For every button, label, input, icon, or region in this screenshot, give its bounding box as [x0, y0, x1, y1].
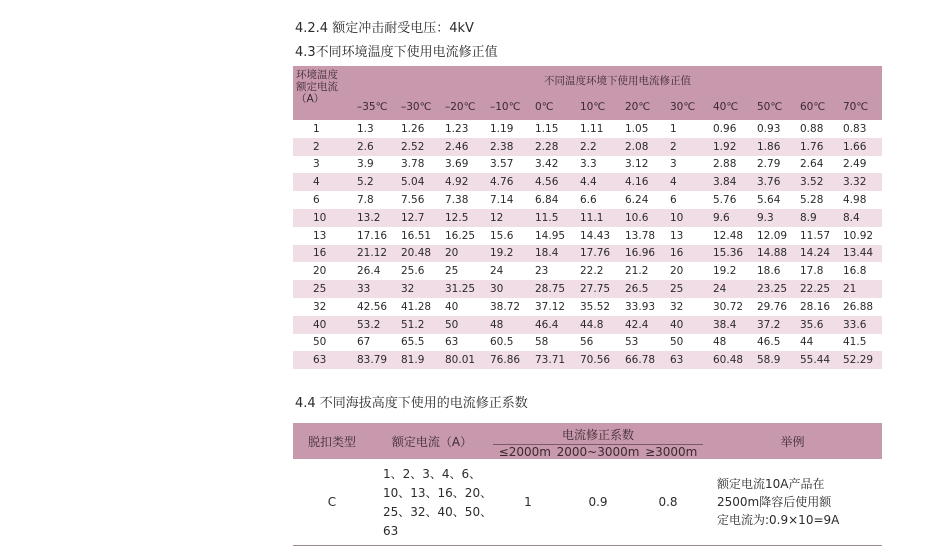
- corrected-current-cell: 3.69: [441, 156, 486, 174]
- current-line: 10、13、16、20、: [383, 486, 493, 500]
- corner-label-line: 额定电流: [296, 81, 338, 93]
- example-line: 额定电流10A产品在: [717, 477, 825, 491]
- corrected-current-cell: 16.96: [621, 245, 666, 263]
- corrected-current-cell: 10.6: [621, 209, 666, 227]
- corrected-current-cell: 41.5: [839, 334, 882, 352]
- corrected-current-cell: 5.2: [353, 173, 397, 191]
- corrected-current-cell: 3: [666, 156, 709, 174]
- corrected-current-cell: 67: [353, 334, 397, 352]
- corrected-current-cell: 14.88: [753, 245, 796, 263]
- temperature-column-header: 20℃: [621, 94, 666, 120]
- corrected-current-cell: 2.88: [709, 156, 753, 174]
- rated-current-cell: [371, 459, 493, 546]
- corrected-current-cell: 1.92: [709, 138, 753, 156]
- corrected-current-cell: 0.83: [839, 120, 882, 138]
- corrected-current-cell: 15.6: [486, 227, 531, 245]
- altitude-col-header: ≤2000m: [498, 444, 551, 459]
- example-line: 定电流为:0.9×10=9A: [717, 513, 840, 527]
- rated-current-cell: 3: [293, 156, 353, 174]
- corrected-current-cell: 5.64: [753, 191, 796, 209]
- corrected-current-cell: 3.76: [753, 173, 796, 191]
- corrected-current-cell: 7.14: [486, 191, 531, 209]
- corrected-current-cell: 10: [666, 209, 709, 227]
- corner-header: [293, 66, 353, 120]
- table-row: [293, 120, 882, 138]
- corrected-current-cell: 26.4: [353, 262, 397, 280]
- corrected-current-cell: 55.44: [796, 351, 839, 369]
- table-row: [293, 156, 882, 174]
- current-line: 63: [383, 524, 399, 538]
- corrected-current-cell: 48: [486, 316, 531, 334]
- corrected-current-cell: 33.93: [621, 298, 666, 316]
- corrected-current-cell: 3.84: [709, 173, 753, 191]
- corrected-current-cell: 1.26: [397, 120, 441, 138]
- temperature-column-header: 70℃: [839, 94, 882, 120]
- coefficients-cell: [493, 459, 703, 546]
- corrected-current-cell: 52.29: [839, 351, 882, 369]
- corrected-current-cell: 2.64: [796, 156, 839, 174]
- corrected-current-cell: 12.48: [709, 227, 753, 245]
- table-row: [293, 351, 882, 369]
- temperature-column-header: 40℃: [709, 94, 753, 120]
- corrected-current-cell: 18.4: [531, 245, 576, 263]
- corrected-current-cell: 13.78: [621, 227, 666, 245]
- corrected-current-cell: 29.76: [753, 298, 796, 316]
- table-row: [293, 298, 882, 316]
- corrected-current-cell: 50: [666, 334, 709, 352]
- corrected-current-cell: 17.76: [576, 245, 621, 263]
- corrected-current-cell: 5.76: [709, 191, 753, 209]
- corrected-current-cell: 11.1: [576, 209, 621, 227]
- rated-current-cell: 20: [293, 262, 353, 280]
- corrected-current-cell: 30: [486, 280, 531, 298]
- current-line: 1、2、3、4、6、: [383, 467, 482, 481]
- corrected-current-cell: 21: [839, 280, 882, 298]
- corrected-current-cell: 14.95: [531, 227, 576, 245]
- corrected-current-cell: 20: [666, 262, 709, 280]
- corrected-current-cell: 12.7: [397, 209, 441, 227]
- coefficient-value: 0.8: [658, 495, 678, 509]
- corrected-current-cell: 2.49: [839, 156, 882, 174]
- corrected-current-cell: 28.75: [531, 280, 576, 298]
- corrected-current-cell: 19.2: [486, 245, 531, 263]
- current-line: 25、32、40、50、: [383, 505, 493, 519]
- corrected-current-cell: 66.78: [621, 351, 666, 369]
- corrected-current-cell: 2.52: [397, 138, 441, 156]
- corrected-current-cell: 8.9: [796, 209, 839, 227]
- corrected-current-cell: 44: [796, 334, 839, 352]
- coefficient-value: 1: [524, 495, 532, 509]
- temperature-column-header: –30℃: [397, 94, 441, 120]
- corrected-current-cell: 40: [666, 316, 709, 334]
- corrected-current-cell: 5.28: [796, 191, 839, 209]
- temperature-section-heading: 4.3不同环境温度下使用电流修正值: [295, 45, 498, 60]
- corrected-current-cell: 4.98: [839, 191, 882, 209]
- example-line: 2500m降容后使用额: [717, 495, 832, 509]
- corrected-current-cell: 53: [621, 334, 666, 352]
- corrected-current-cell: 37.12: [531, 298, 576, 316]
- corrected-current-cell: 32: [666, 298, 709, 316]
- rated-current-cell: 63: [293, 351, 353, 369]
- corrected-current-cell: 70.56: [576, 351, 621, 369]
- corrected-current-cell: 22.25: [796, 280, 839, 298]
- corrected-current-cell: 6: [666, 191, 709, 209]
- corrected-current-cell: 24: [486, 262, 531, 280]
- corrected-current-cell: 13.44: [839, 245, 882, 263]
- corrected-current-cell: 53.2: [353, 316, 397, 334]
- corrected-current-cell: 40: [441, 298, 486, 316]
- corrected-current-cell: 3.42: [531, 156, 576, 174]
- rated-current-cell: 25: [293, 280, 353, 298]
- corrected-current-cell: 7.8: [353, 191, 397, 209]
- corrected-current-cell: 21.12: [353, 245, 397, 263]
- corrected-current-cell: 5.04: [397, 173, 441, 191]
- corrected-current-cell: 14.24: [796, 245, 839, 263]
- corrected-current-cell: 17.8: [796, 262, 839, 280]
- corrected-current-cell: 1.11: [576, 120, 621, 138]
- corrected-current-cell: 2.38: [486, 138, 531, 156]
- corrected-current-cell: 27.75: [576, 280, 621, 298]
- table-row: [293, 459, 882, 546]
- example-header: 举例: [703, 423, 882, 459]
- trip-type-cell: C: [293, 459, 371, 546]
- corrected-current-cell: 16.25: [441, 227, 486, 245]
- corrected-current-cell: 3.9: [353, 156, 397, 174]
- corrected-current-cell: 0.93: [753, 120, 796, 138]
- corrected-current-cell: 30.72: [709, 298, 753, 316]
- corrected-current-cell: 1: [666, 120, 709, 138]
- table-row: [293, 316, 882, 334]
- corrected-current-cell: 73.71: [531, 351, 576, 369]
- altitude-section-heading: 4.4 不同海拔高度下使用的电流修正系数: [295, 396, 528, 411]
- corrected-current-cell: 44.8: [576, 316, 621, 334]
- corrected-current-cell: 4.16: [621, 173, 666, 191]
- corrected-current-cell: 13: [666, 227, 709, 245]
- corrected-current-cell: 12.5: [441, 209, 486, 227]
- corrected-current-cell: 16: [666, 245, 709, 263]
- corrected-current-cell: 4.4: [576, 173, 621, 191]
- corrected-current-cell: 11.5: [531, 209, 576, 227]
- corrected-current-cell: 48: [709, 334, 753, 352]
- corrected-current-cell: 11.57: [796, 227, 839, 245]
- rated-current-cell: 13: [293, 227, 353, 245]
- corrected-current-cell: 63: [441, 334, 486, 352]
- corrected-current-cell: 7.56: [397, 191, 441, 209]
- corrected-current-cell: 1.3: [353, 120, 397, 138]
- corrected-current-cell: 26.5: [621, 280, 666, 298]
- corrected-current-cell: 7.38: [441, 191, 486, 209]
- table-row: [293, 280, 882, 298]
- corrected-current-cell: 23.25: [753, 280, 796, 298]
- altitude-col-header: ≥3000m: [645, 444, 698, 459]
- corrected-current-cell: 33: [353, 280, 397, 298]
- rated-current-cell: 2: [293, 138, 353, 156]
- corrected-current-cell: 26.88: [839, 298, 882, 316]
- corrected-current-cell: 60.48: [709, 351, 753, 369]
- table-row: [293, 245, 882, 263]
- corrected-current-cell: 0.96: [709, 120, 753, 138]
- temperature-column-header: –35℃: [353, 94, 397, 120]
- correction-coefficient-header: [493, 423, 703, 459]
- corrected-current-cell: 42.56: [353, 298, 397, 316]
- altitude-col-header: 2000~3000m: [556, 444, 640, 459]
- corrected-current-cell: 20.48: [397, 245, 441, 263]
- corrected-current-cell: 9.3: [753, 209, 796, 227]
- corrected-current-cell: 6.24: [621, 191, 666, 209]
- corrected-current-cell: 15.36: [709, 245, 753, 263]
- corrected-current-cell: 2.28: [531, 138, 576, 156]
- table-row: [293, 138, 882, 156]
- corrected-current-cell: 3.3: [576, 156, 621, 174]
- corrected-current-cell: 63: [666, 351, 709, 369]
- corrected-current-cell: 56: [576, 334, 621, 352]
- corrected-current-cell: 38.4: [709, 316, 753, 334]
- corrected-current-cell: 12: [486, 209, 531, 227]
- corrected-current-cell: 19.2: [709, 262, 753, 280]
- temperature-column-header: –10℃: [486, 94, 531, 120]
- corrected-current-cell: 6.6: [576, 191, 621, 209]
- corrected-current-cell: 22.2: [576, 262, 621, 280]
- rated-current-cell: 6: [293, 191, 353, 209]
- temperature-group-header: 不同温度环境下使用电流修正值: [353, 66, 882, 94]
- corrected-current-cell: 37.2: [753, 316, 796, 334]
- corrected-current-cell: 17.16: [353, 227, 397, 245]
- rated-impulse-heading: 4.2.4 额定冲击耐受电压：4kV: [295, 21, 474, 36]
- rated-current-header: 额定电流（A）: [371, 423, 493, 459]
- corner-label-line: 环境温度: [296, 69, 338, 81]
- corrected-current-cell: 3.12: [621, 156, 666, 174]
- corrected-current-cell: 6.84: [531, 191, 576, 209]
- corrected-current-cell: 32: [397, 280, 441, 298]
- rated-current-cell: 32: [293, 298, 353, 316]
- corrected-current-cell: 1.19: [486, 120, 531, 138]
- corrected-current-cell: 1.15: [531, 120, 576, 138]
- corrected-current-cell: 31.25: [441, 280, 486, 298]
- corrected-current-cell: 41.28: [397, 298, 441, 316]
- corrected-current-cell: 65.5: [397, 334, 441, 352]
- temperature-column-header: 10℃: [576, 94, 621, 120]
- corrected-current-cell: 58: [531, 334, 576, 352]
- corrected-current-cell: 2.46: [441, 138, 486, 156]
- corrected-current-cell: 1.86: [753, 138, 796, 156]
- corrected-current-cell: 25: [441, 262, 486, 280]
- table-row: [293, 209, 882, 227]
- rated-current-cell: 40: [293, 316, 353, 334]
- temperature-correction-table: [293, 66, 882, 369]
- table-row: [293, 191, 882, 209]
- altitude-correction-table: [293, 423, 882, 546]
- corrected-current-cell: 60.5: [486, 334, 531, 352]
- example-cell: [703, 459, 882, 546]
- table-row: [293, 227, 882, 245]
- corrected-current-cell: 4.56: [531, 173, 576, 191]
- corrected-current-cell: 16.8: [839, 262, 882, 280]
- corrected-current-cell: 35.52: [576, 298, 621, 316]
- corrected-current-cell: 2: [666, 138, 709, 156]
- corrected-current-cell: 21.2: [621, 262, 666, 280]
- corrected-current-cell: 28.16: [796, 298, 839, 316]
- corrected-current-cell: 23: [531, 262, 576, 280]
- corrected-current-cell: 2.08: [621, 138, 666, 156]
- corrected-current-cell: 18.6: [753, 262, 796, 280]
- table-row: [293, 173, 882, 191]
- corrected-current-cell: 8.4: [839, 209, 882, 227]
- corrected-current-cell: 25: [666, 280, 709, 298]
- corrected-current-cell: 16.51: [397, 227, 441, 245]
- corrected-current-cell: 2.2: [576, 138, 621, 156]
- rated-current-cell: 10: [293, 209, 353, 227]
- rated-current-cell: 16: [293, 245, 353, 263]
- corrected-current-cell: 50: [441, 316, 486, 334]
- corrected-current-cell: 1.05: [621, 120, 666, 138]
- corrected-current-cell: 81.9: [397, 351, 441, 369]
- corrected-current-cell: 20: [441, 245, 486, 263]
- corrected-current-cell: 35.6: [796, 316, 839, 334]
- corrected-current-cell: 2.6: [353, 138, 397, 156]
- corrected-current-cell: 58.9: [753, 351, 796, 369]
- temperature-column-header: 0℃: [531, 94, 576, 120]
- corrected-current-cell: 3.32: [839, 173, 882, 191]
- table-row: [293, 334, 882, 352]
- corrected-current-cell: 4.92: [441, 173, 486, 191]
- corrected-current-cell: 83.79: [353, 351, 397, 369]
- corrected-current-cell: 24: [709, 280, 753, 298]
- table-row: [293, 262, 882, 280]
- corrected-current-cell: 80.01: [441, 351, 486, 369]
- corrected-current-cell: 76.86: [486, 351, 531, 369]
- temperature-column-header: 60℃: [796, 94, 839, 120]
- rated-current-cell: 4: [293, 173, 353, 191]
- coefficient-title: 电流修正系数: [493, 424, 703, 445]
- corrected-current-cell: 12.09: [753, 227, 796, 245]
- corner-label-line: （A）: [296, 93, 325, 105]
- corrected-current-cell: 3.57: [486, 156, 531, 174]
- corrected-current-cell: 3.78: [397, 156, 441, 174]
- temperature-column-header: 50℃: [753, 94, 796, 120]
- corrected-current-cell: 42.4: [621, 316, 666, 334]
- corrected-current-cell: 38.72: [486, 298, 531, 316]
- corrected-current-cell: 0.88: [796, 120, 839, 138]
- corrected-current-cell: 3.52: [796, 173, 839, 191]
- corrected-current-cell: 10.92: [839, 227, 882, 245]
- corrected-current-cell: 51.2: [397, 316, 441, 334]
- corrected-current-cell: 46.5: [753, 334, 796, 352]
- corrected-current-cell: 13.2: [353, 209, 397, 227]
- corrected-current-cell: 4.76: [486, 173, 531, 191]
- corrected-current-cell: 46.4: [531, 316, 576, 334]
- coefficient-value: 0.9: [588, 495, 608, 509]
- corrected-current-cell: 14.43: [576, 227, 621, 245]
- corrected-current-cell: 33.6: [839, 316, 882, 334]
- corrected-current-cell: 1.76: [796, 138, 839, 156]
- trip-type-header: 脱扣类型: [293, 423, 371, 459]
- temperature-column-header: 30℃: [666, 94, 709, 120]
- corrected-current-cell: 2.79: [753, 156, 796, 174]
- corrected-current-cell: 4: [666, 173, 709, 191]
- corrected-current-cell: 1.66: [839, 138, 882, 156]
- rated-current-cell: 50: [293, 334, 353, 352]
- corrected-current-cell: 1.23: [441, 120, 486, 138]
- rated-current-cell: 1: [293, 120, 353, 138]
- corrected-current-cell: 25.6: [397, 262, 441, 280]
- temperature-column-header: –20℃: [441, 94, 486, 120]
- corrected-current-cell: 9.6: [709, 209, 753, 227]
